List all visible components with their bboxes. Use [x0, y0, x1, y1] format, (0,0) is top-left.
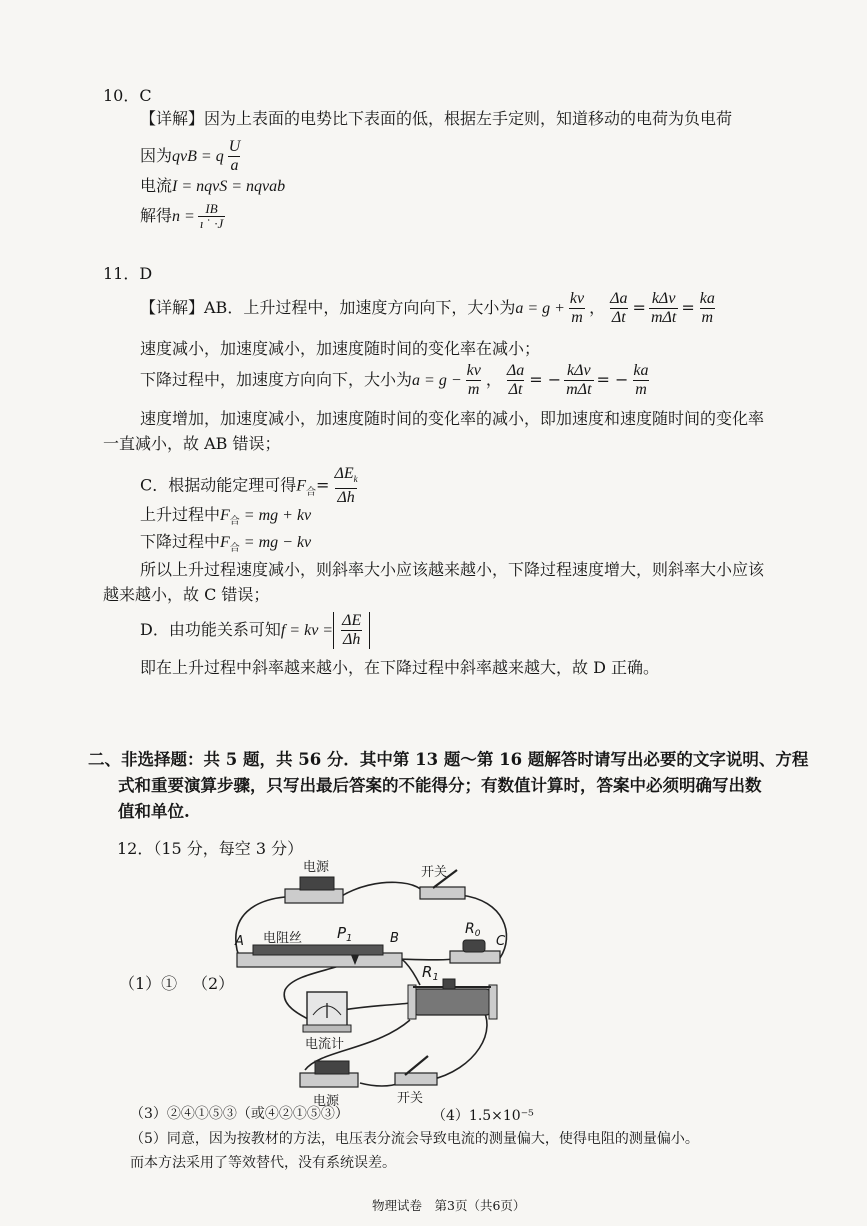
rheostat-r1: [408, 979, 497, 1019]
label-galvanometer: 电流计: [305, 1037, 345, 1052]
q12-part5-line2: 而本方法采用了等效替代，没有系统误差。: [130, 1155, 396, 1171]
q12-header: 12．（15 分，每空 3 分）: [117, 839, 304, 858]
wire-top: [340, 882, 425, 897]
q10-eq1: [140, 138, 245, 175]
frac-den: Δh: [342, 631, 361, 648]
q11-frac-kdv-mdt: [649, 290, 678, 327]
k-sub: k: [353, 474, 358, 485]
q12-part4: （4）1.5×10⁻⁵: [432, 1108, 534, 1124]
frac-num: Δa: [506, 362, 525, 379]
galv-base: [303, 1025, 351, 1032]
p1-main: P: [337, 924, 347, 942]
frac-den: m: [467, 381, 480, 398]
q10-answer: 10．C: [103, 86, 152, 105]
delta-e: ΔE: [334, 465, 354, 482]
q10-eq3-frac: [198, 202, 225, 231]
switch-lever-bottom: [405, 1056, 428, 1075]
frac-num: ΔE: [342, 612, 362, 629]
q12-part2: （2）: [192, 974, 235, 993]
q10-eq1-prefix: 因为: [140, 146, 173, 165]
power-cells-bottom: [315, 1061, 349, 1074]
switch-base-top: [420, 887, 465, 899]
q11-answer: 11．D: [103, 264, 153, 283]
q10-eq3-prefix: 解得: [140, 206, 173, 225]
q11-up-text: 上升过程中: [140, 505, 221, 524]
q11-down-eq: = mg − kv: [239, 534, 312, 551]
q12-part3: （3）②④①⑤③（或④②①⑤③）: [130, 1106, 349, 1122]
f-symbol: F: [296, 477, 307, 495]
frac-num: Δa: [610, 290, 628, 307]
q11-d-text: D．由功能关系可知: [140, 620, 281, 639]
power-base-top: [285, 889, 343, 903]
q11-frac-kv-m: [568, 290, 586, 327]
q10-eq3-den: ı ˈ ·J: [199, 216, 224, 231]
power-supply-top: [285, 877, 343, 903]
q11-line1: 【详解】AB．上升过程中，加速度方向向下，大小为a = g + $\frac{kv}{m}$ ， $\frac{\Delta a}{\Delta t}$ = $\frac{\text{kΔv}}{\text{mΔt}}$ = $\frac{ka}{m}$: [140, 290, 715, 326]
q11-line6: 所以上升过程速度减小，则斜率大小应该越来越小，下降过程速度增大，则斜率大小应该: [140, 560, 765, 579]
q11-frac-ka-m-2: [631, 362, 650, 399]
label-power-top: 电源: [303, 860, 330, 875]
power-cells-top: [300, 877, 334, 890]
wire-power-switch: [360, 1083, 400, 1086]
frac-den: Δh: [337, 489, 355, 507]
label-r1: [422, 963, 439, 983]
q11-line8: 即在上升过程中斜率越来越小，在下降过程中斜率越来越大，故 D 正确。: [140, 658, 660, 677]
r0-main: R: [465, 921, 475, 937]
q11-line3: 下降过程中，加速度方向向下，大小为a = g − $\frac{kv}{m}$ ， $\frac{\Delta a}{\Delta t}$ = − $\frac{\text{kΔv}}{\text{mΔt}}$ = − $\frac{ka}{m}$: [140, 362, 649, 398]
r1-end-right: [489, 985, 497, 1019]
label-switch-bottom: 开关: [397, 1091, 424, 1106]
resistor-r0: [450, 940, 500, 963]
wire-galv-r1: [343, 1003, 410, 1010]
q11-c: C．根据动能定理可得$F_合=$ $\frac{\Delta E_k}{\Delta h}$: [140, 465, 358, 507]
frac-num: kv: [466, 362, 481, 379]
f-symbol: F: [220, 507, 230, 524]
r1-sub: 1: [432, 972, 439, 983]
q10-eq1-frac: [227, 138, 243, 175]
q10-eq3-lhs: n =: [172, 208, 195, 225]
r0-base: [450, 951, 500, 963]
switch-base-bottom: [395, 1073, 437, 1085]
f-symbol: F: [220, 534, 230, 551]
frac-num: ka: [633, 362, 649, 379]
q11-down-text: 下降过程中: [140, 532, 221, 551]
q11-frac-kv-m-2: [465, 362, 483, 399]
r1-slider: [443, 979, 455, 989]
minus-sign: = −: [596, 370, 629, 389]
frac-den: mΔt: [650, 309, 677, 326]
f-sub: 合: [306, 486, 317, 498]
circuit-diagram: [225, 855, 525, 1107]
q11-frac-dek-dh: [332, 465, 359, 507]
power-base-bottom: [300, 1073, 358, 1087]
q11-d: [140, 612, 370, 649]
q11-line2: 速度减小，加速度减小，加速度随时间的变化率在减小；: [140, 339, 541, 358]
q12-part1: （1）①: [119, 974, 178, 993]
frac-den: m: [635, 381, 647, 398]
wire-b-c: [397, 959, 453, 960]
q11-frac-ka-m: [698, 290, 717, 327]
q11-frac-de-dh: [340, 612, 363, 649]
frac-den: mΔt: [566, 381, 592, 398]
p1-sub: 1: [346, 933, 353, 944]
section2-line2: 式和重要演算步骤，只写出最后答案的不能得分；有数值计算时，答案中必须明确写出数: [118, 776, 762, 795]
r0-body: [463, 940, 485, 952]
q11-a-up: a = g +: [515, 300, 565, 317]
q10-eq1-num: U: [228, 138, 241, 155]
connecting-wires: [236, 882, 507, 1086]
frac-den: m: [571, 309, 583, 326]
wire-switch-r1: [430, 1005, 487, 1080]
label-resistance-wire: 电阻丝: [263, 931, 303, 946]
galvanometer: [303, 992, 351, 1032]
q11-frac-kdv-mdt-2: [564, 362, 593, 399]
page-footer: 物理试卷 第3页（共6页）: [372, 1198, 526, 1213]
frac-num: kΔv: [567, 362, 591, 379]
q10-eq2: [140, 176, 285, 197]
q11-line4: 速度增加，加速度减小，加速度随时间的变化率的减小，即加速度和速度随时间的变化率: [140, 409, 765, 428]
f-sub: 合: [229, 543, 240, 555]
q12-part5-line1: （5）同意，因为按教材的方法，电压表分流会导致电流的测量偏大，使得电阻的测量偏小。: [130, 1131, 699, 1147]
q11-frac-da-dt-2: [505, 362, 526, 399]
q11-line3-text: 下降过程中，加速度方向向下，大小为: [140, 370, 413, 389]
section2-line3: 值和单位.: [118, 802, 190, 821]
frac-den: Δt: [611, 309, 626, 326]
label-b: B: [390, 931, 399, 946]
q11-a-down: a = g −: [412, 372, 462, 389]
label-power-bottom: 电源: [313, 1094, 340, 1107]
r1-end-left: [408, 985, 416, 1019]
label-switch-top: 开关: [421, 865, 448, 880]
q10-eq1-lhs: qvB = q: [172, 148, 224, 165]
resistance-wire: [237, 945, 402, 967]
q11-frac-da-dt: [608, 290, 629, 327]
abs-bars: [333, 612, 370, 649]
q10-eq3-num: IB: [205, 201, 218, 216]
q10-eq2-body: I = nqvS = nqvab: [172, 178, 286, 195]
minus-sign: = −: [529, 370, 562, 389]
q10-eq2-prefix: 电流: [140, 176, 173, 195]
r0-sub: 0: [474, 929, 481, 939]
frac-num: [332, 465, 359, 488]
q10-eq1-den: a: [230, 157, 239, 174]
q11-line1-text: 【详解】AB．上升过程中，加速度方向向下，大小为: [140, 298, 516, 317]
f-sub: 合: [229, 516, 240, 528]
label-c: C: [496, 934, 506, 949]
wire-coil: [253, 945, 383, 955]
frac-num: kv: [569, 290, 585, 307]
frac-den: Δt: [508, 381, 523, 398]
q10-eq3: [140, 202, 228, 231]
frac-num: ka: [699, 290, 715, 307]
q11-up-eq: = mg + kv: [239, 507, 312, 524]
q11-up: [140, 505, 311, 532]
r1-body: [413, 989, 491, 1015]
power-supply-bottom: [300, 1061, 358, 1087]
r1-main: R: [422, 963, 433, 981]
q11-down: [140, 532, 311, 559]
label-r0: [465, 921, 481, 939]
switch-bottom: [395, 1056, 437, 1085]
q11-d-eq: f = kv =: [280, 622, 334, 639]
q11-line7: 越来越小，故 C 错误；: [103, 585, 270, 604]
frac-num: kΔv: [651, 290, 676, 307]
q11-line5: 一直减小，故 AB 错误；: [103, 434, 281, 453]
label-a: A: [235, 934, 244, 949]
frac-den: m: [701, 309, 714, 326]
section2-line1: 二、非选择题：共 5 题，共 56 分．其中第 13 题～第 16 题解答时请写出必要的文字说明、方程: [88, 750, 809, 769]
label-p1: [337, 924, 352, 944]
q11-c-text: C．根据动能定理可得: [140, 475, 297, 495]
q10-detail: 【详解】因为上表面的电势比下表面的低，根据左手定则，知道移动的电荷为负电荷: [140, 109, 733, 128]
